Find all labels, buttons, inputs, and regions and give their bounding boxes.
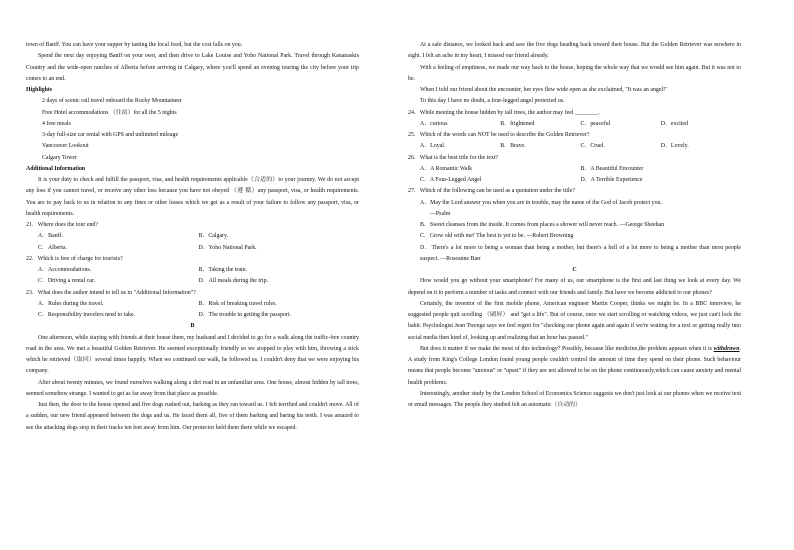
options-23	[26, 299, 359, 310]
option: D．All meals during the trip.	[198, 278, 269, 285]
option: D．A Terrible Experience	[580, 177, 643, 183]
question-27: 27．Which of the following can be used as a quotation under the title?	[408, 188, 575, 195]
options-26	[408, 175, 741, 186]
option: B．Calgary.	[198, 233, 229, 240]
option: A．A Romantic Walk	[420, 165, 473, 172]
paragraph: Interestingly, another study by the London School of Economics Science suggests we don't just look at our phones when we receive text or email messages. The people they studied felt an automatic（自动的）	[408, 390, 741, 408]
paragraph: Spend the next day enjoying Banff on your own, and then drive to Lake Louise and Yoho National Park. Travel through Kananaskis Country and the wide-open ranches of Alberta before arriving in Calgary, where you'll spend an evening touring the city before your trip comes to an end.	[26, 53, 359, 82]
option: A．Accommodations.	[38, 267, 92, 273]
paragraph	[408, 344, 741, 389]
paragraph: One afternoon, while staying with friends at their house there, my husband and I decided to go for a walk along the traffic-free country road in the area. We met a beautiful Golden Retriever. He seemed exceptionally friendly so we stopped to play with him, throwing a stick which he retrieved（取回）several times happily. When we continued our walk, he followed us. I couldn't deny that we were enjoying his company.	[26, 334, 359, 375]
paragraph: After about twenty minutes, we found ourselves walking along a dirt road in an unfamiliar area. One house, almost hidden by tall trees, seemed somehow strange. I wanted to get as far away from that place as possible.	[26, 379, 359, 397]
option: B．Brave.	[500, 143, 526, 150]
additional-info-heading: Additional Information	[26, 165, 86, 172]
option: A．Rules during the travel.	[38, 300, 104, 307]
paragraph: It is your duty to check and fulfill the passport, visa, and health requirements applicable（合适的）to your journey. We do not accept any loss if you cannot travel, or receive any other loss because you have not obeyed （遵 循）any passport, visa, or health requirements. You are to pay back to us in relation to any fines or other losses which we get as a result of your failure to follow any passport, visa, or health requirements.	[26, 177, 359, 217]
option: D．There's a lot more to being a woman than being a mother, but there's a hell of a lot more to being a mother than most people suspect. —Roseanne Barr	[420, 244, 741, 262]
option: B．Taking the train.	[198, 267, 248, 273]
question-25: 25．Which of the words can NOT be used to describe the Golden Retriever?	[408, 132, 590, 138]
options-26	[408, 164, 741, 175]
list-item: Vancouver Lookout	[42, 143, 89, 150]
question-21: 21．Where does the tour end?	[26, 222, 98, 228]
paragraph: With a feeling of emptiness, we made our way back to the house, hoping the whole way that we would see him again. But it was not to be.	[408, 64, 741, 82]
quote-source: —Psalm	[430, 210, 451, 217]
option: B．Risk of breaking travel rules.	[198, 300, 277, 307]
text-run: . A study from King's College London found young people couldn't control the amount of time they spend on their phone. Such behaviour means that people become "anxious" or "upset" if they are not allowed to be on the phone continuously,which can cause anxiety and mental health problems.	[408, 345, 741, 386]
options-22	[26, 265, 359, 276]
option: B．frightened	[500, 120, 535, 127]
option: C．Driving a rental car.	[38, 278, 95, 285]
question-23: 23．What does the author intend to tell us in "Additional Information"?	[26, 289, 196, 296]
paragraph: town of Banff. You can have your supper by tasting the local food, but the cost falls on you.	[26, 42, 243, 48]
option: C．A Four-Legged Angel	[420, 177, 482, 183]
paragraph: Certainly, the inventor of the first mobile phone, American engineer Martin Cooper, thinks we might be. In a BBC interview, he suggested people quit scrolling （刷屏） and "get a life". But of course, once we start scrolling or watching videos, we just can't lock the habit. Psychologist Jean Twenge says we feel regret for "checking our phone again and again if we're waiting for a text or getting really into social media then kind of, looking up and realizing that an hour has passed."	[408, 300, 741, 341]
option: A．May the Lord answer you when you are in trouble, may the name of the God of Jacob protect you.	[420, 199, 662, 206]
section-b-heading: B	[190, 323, 195, 330]
option: D．excited	[660, 120, 688, 127]
emphasized-word: withdrawn	[713, 345, 740, 352]
question-22: 22．Which is free of charge for tourists?	[26, 255, 123, 262]
paragraph: Just then, the door to the house opened and five dogs rushed out, barking as they ran toward us. I felt terrified and couldn't move. All of a sudden, our new friend appeared between the dogs and us. He faced them all, five of them barking and baring his teeth. I was amazed to see the attacking dogs stop in their tracks ten feet away from him. Our protector held them there while we escaped.	[26, 402, 359, 431]
list-item: Calgary Tower	[42, 154, 77, 161]
paragraph: When I told our friend about the encounter, her eyes flew wide open as she exclaimed, "It was an angel!"	[420, 87, 668, 93]
list-item: 3-day full-size car rental with GPS and unlimited mileage	[42, 132, 179, 138]
list-item: 4 free meals	[42, 120, 71, 127]
option: C．Responsibility travelers need to take.	[38, 312, 136, 318]
options-21	[26, 243, 359, 254]
options-25	[408, 141, 741, 152]
left-column	[26, 40, 359, 434]
option: B．A Beautiful Encounter	[580, 165, 644, 172]
section-c-heading: C	[572, 267, 577, 273]
options-24	[408, 119, 741, 130]
option: D．Yoho National Park.	[198, 244, 257, 251]
list-item: Free Hotel accommodations （住宿）for all the 5 nights	[42, 109, 177, 116]
highlights-heading: Highlights	[26, 87, 53, 93]
list-item: 2 days of scenic rail travel onboard the Rocky Mountaineer	[42, 98, 182, 105]
question-24: 24．While meeting the house hidden by tall trees, the author may feel ________.	[408, 109, 601, 116]
option: A．Loyal.	[420, 143, 446, 150]
paragraph: How would you go without your smartphone? For many of us, our smartphone is the first and last thing we look at every day. We depend on it to perform a number of tasks and connect with our friends and family. But have we become addicted to our phones?	[408, 278, 741, 296]
option: C．peaceful	[580, 120, 611, 127]
option: C．Alberta.	[38, 244, 67, 251]
option: A．curious	[420, 120, 448, 127]
options-22	[26, 276, 359, 287]
paragraph: To this day I have no doubt, a four-legged angel protected us.	[420, 98, 565, 105]
option: D．Lovely.	[660, 143, 689, 150]
paragraph: At a safe distance, we looked back and saw the five dogs heading back toward their house. But the Golden Retriever was nowhere in sight. I felt an ache in my heart, I missed our friend already.	[408, 42, 741, 60]
question-26: 26．What is the best title for the text?	[408, 154, 499, 161]
options-21	[26, 231, 359, 242]
option: B．Sweet cleanses from the inside. It comes from places a shower will never reach. —George Sheehan	[420, 222, 665, 228]
option: A．Banff.	[38, 233, 63, 240]
right-column	[408, 40, 741, 411]
options-23	[26, 310, 359, 321]
option: C．Cruel.	[580, 143, 605, 150]
text-run: But does it matter if we make the most of this technology? Possibly, because like medicine,the problem appears when it is	[420, 345, 714, 352]
option: C．Grow old with me! The best is yet to be. —Robert Browning	[420, 233, 574, 240]
option: D．The trouble in getting the passport.	[198, 312, 292, 318]
